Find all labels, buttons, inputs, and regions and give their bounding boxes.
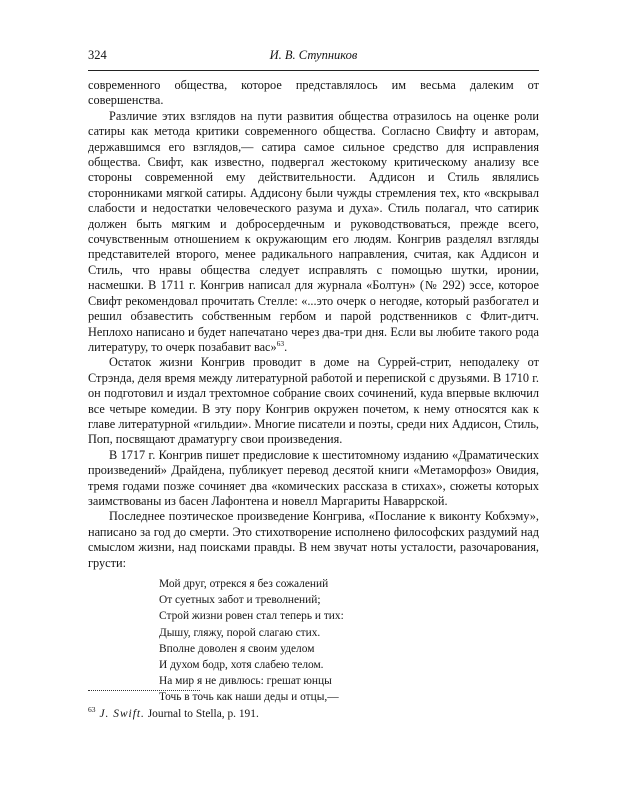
footnote bbox=[88, 705, 259, 720]
footnote-separator bbox=[88, 690, 200, 691]
page-header bbox=[88, 48, 539, 70]
poem-line: И духом бодр, хотя слабею телом. bbox=[159, 659, 324, 672]
paragraph: Остаток жизни Конгрив проводит в доме на Суррей-стрит, неподалеку от Стрэнда, деля время между литературной работой и перепиской с друзьями. В 1710 г. он подготовил и издал трехтомное собрание своих сочинений, куда впервые включил все четыре комедии. В эту пору Конгрив окружен почетом, к нему относятся как к главе литературной «гильдии». Многие писатели и поэты, среди них Аддисон, Стиль, Поп, посвящают драматургу свои произведения. bbox=[88, 355, 539, 447]
paragraph bbox=[88, 109, 539, 356]
footnote-author: J. Swift. bbox=[99, 707, 145, 720]
page-number: 324 bbox=[88, 48, 107, 62]
footnote-text: Journal to Stella, p. 191. bbox=[147, 707, 259, 720]
poem-line: Дышу, гляжу, порой слагаю стих. bbox=[159, 626, 321, 639]
paragraph: Последнее поэтическое произведение Конгрива, «Послание к виконту Кобхэму», написано за год до смерти. Это стихотворение исполнено философских раздумий над смыслом жизни, над поисками правды. В нем звучат ноты усталости, разочарования, грусти: bbox=[88, 509, 539, 570]
poem-line: Вполне доволен я своим уделом bbox=[159, 642, 315, 655]
header-rule bbox=[88, 70, 539, 71]
body-text bbox=[88, 78, 539, 706]
poem-line: Точь в точь как наши деды и отцы,— bbox=[159, 691, 339, 704]
poem bbox=[159, 576, 539, 706]
running-head: И. В. Ступников bbox=[269, 48, 358, 62]
poem-line: Мой друг, отрекся я без сожалений bbox=[159, 578, 329, 590]
paragraph-text: Различие этих взглядов на пути развития общества отразилось на оценке роли сатиры как метода критики современного общества. Согласно Свифту и авторам, державшимся его взглядов,— сатира самое сильное средство для исправления общества. Свифт, как известно, подвергал жестокому критическому анализу все стороны современной ему действительности. Аддисон и Стиль являлись сторонниками мягкой сатиры. Аддисону были чужды стремления тех, кто «вскрывал слабости и недостатки человеческого разума и духа». Стиль полагал, что сатирик должен быть мягким и добросердечным и руководствоваться, прежде всего, сочувственным отношением к окружающим его людям. Конгрив разделял взгляды представителей второго, менее радикального направления, считая, как Аддисон и Стиль, что нравы общества следует исправлять с помощью шутки, иронии, насмешки. В 1711 г. Конгрив написал для журнала «Болтун» (№ 292) эссе, которое Свифт рекомендовал прочитать Стелле: «...это очерк о негодяе, который разбогател и решил обзавестить собственным гербом и парой родственников с Флит-дитч. Неплохо написано и будет напечатано через два-три дня. Если вы любите такого рода литературу, то очерк позабавит вас» bbox=[88, 108, 539, 354]
poem-line: Строй жизни ровен стал теперь и тих: bbox=[159, 610, 344, 623]
paragraph: современного общества, которое представлялось им весьма далеким от совершенства. bbox=[88, 78, 539, 108]
poem-line: От суетных забот и треволнений; bbox=[159, 594, 321, 607]
paragraph-tail: . bbox=[284, 339, 288, 354]
paragraph: В 1717 г. Конгрив пишет предисловие к шеститомному изданию «Драматических произведений» Драйдена, публикует перевод десятой книги «Метаморфоз» Овидия, тремя годами позже сочиняет два «комических рассказа в стихах», сюжеты которых заимствованы из басен Лафонтена и новелл Маргариты Наваррской. bbox=[88, 447, 539, 508]
poem-line: На мир я не дивлюсь: грешат юнцы bbox=[159, 675, 332, 688]
footnote-ref: 63 bbox=[276, 338, 285, 348]
footnote-number: 63 bbox=[88, 705, 96, 714]
